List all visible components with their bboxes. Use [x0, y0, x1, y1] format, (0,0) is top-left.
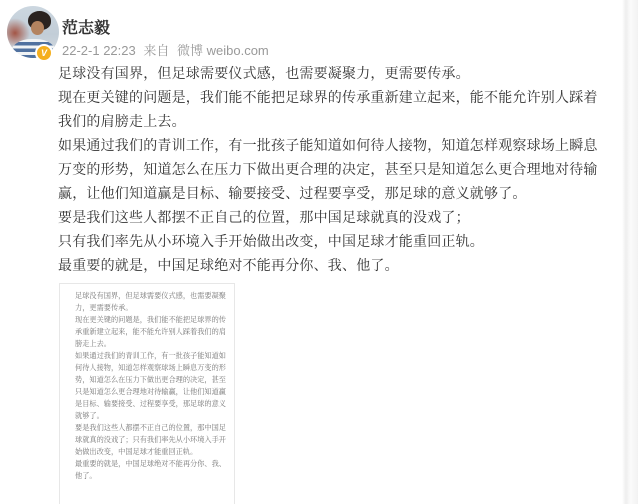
post-paragraph: 现在更关键的问题是，我们能不能把足球界的传承重新建立起来，能不能允许别人踩着我们的肩膀走上去。 — [58, 89, 598, 129]
source-label: 来自 — [143, 43, 170, 58]
post-paragraph: 如果通过我们的青训工作，有一批孩子能知道如何待人接物，知道怎样观察球场上瞬息万变的形势，知道怎么在压力下做出更合理的决定，甚至只是知道怎么更合理地对待输赢，让他们知道赢是目标、输要接受、过程要享受，那足球的意义就够了。 — [58, 137, 598, 201]
post-text — [58, 61, 603, 277]
attached-image-text-paragraph: 最重要的就是，中国足球绝对不能再分你、我、他了。 — [75, 459, 226, 480]
source-link[interactable]: 微博 weibo.com — [177, 43, 269, 58]
username[interactable]: 范志毅 — [62, 20, 111, 37]
verified-v-letter: V — [40, 47, 47, 58]
post-meta — [62, 40, 269, 59]
post-paragraph: 足球没有国界，但足球需要仪式感，也需要凝聚力，更需要传承。 — [58, 65, 470, 81]
scrollbar[interactable] — [622, 0, 638, 504]
attached-image-text-paragraph: 如果通过我们的青训工作，有一批孩子能知道如何待人接物，知道怎样观察球场上瞬息万变的形势，知道怎么在压力下做出更合理的决定，甚至只是知道怎么更合理地对待输赢，让他们知道赢是目标、输要接受、过程要享受，那足球的意义就够了。 — [75, 351, 226, 420]
post-paragraph: 最重要的就是，中国足球绝对不能再分你、我、他了。 — [58, 257, 399, 273]
attached-image-text-paragraph: 要是我们这些人都摆不正自己的位置，那中国足球就真的没戏了；只有我们率先从小环境入手开始做出改变，中国足球才能重回正轨。 — [75, 423, 226, 456]
post-paragraph: 只有我们率先从小环境入手开始做出改变，中国足球才能重回正轨。 — [58, 233, 484, 249]
verified-v-icon — [35, 44, 53, 62]
attached-image-text-paragraph: 现在更关键的问题是，我们能不能把足球界的传承重新建立起来，能不能允许别人踩着我们的肩膀走上去。 — [75, 315, 226, 348]
attached-image-text-paragraph: 足球没有国界，但足球需要仪式感，也需要凝聚力，更需要传承。 — [75, 291, 226, 312]
post-paragraph: 要是我们这些人都摆不正自己的位置，那中国足球就真的没戏了； — [58, 209, 470, 225]
post-timestamp: 22-2-1 22:23 — [62, 43, 136, 58]
attached-image[interactable] — [59, 283, 235, 504]
avatar-photo-face — [31, 21, 44, 35]
